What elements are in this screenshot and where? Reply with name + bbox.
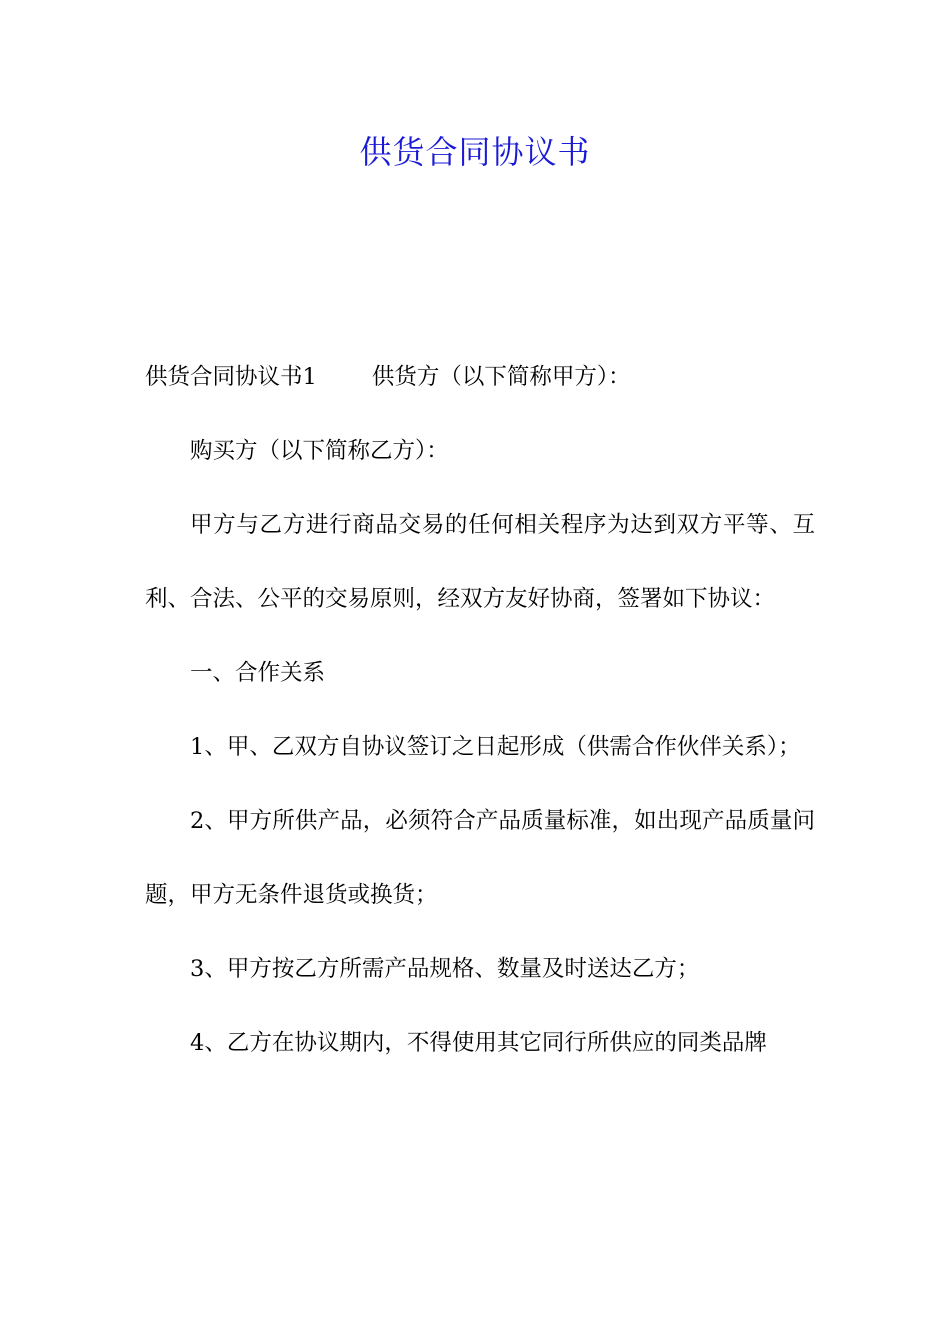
clause-4: 4、乙方在协议期内，不得使用其它同行所供应的同类品牌	[190, 1030, 767, 1056]
clause-3: 3、甲方按乙方所需产品规格、数量及时送达乙方；	[190, 956, 700, 982]
paragraph-opening	[145, 340, 815, 414]
section-heading-cooperation: 一、合作关系	[190, 660, 326, 686]
clause-2: 2、甲方所供产品，必须符合产品质量标准，如出现产品质量问题，甲方无条件退货或换货；	[145, 808, 815, 908]
clause-1: 1、甲、乙双方自协议签订之日起形成（供需合作伙伴关系）；	[190, 734, 801, 760]
document-body	[145, 340, 815, 1080]
document-title: 供货合同协议书	[359, 133, 591, 171]
supplier-line: 供货方（以下简称甲方）：	[371, 364, 631, 390]
paragraph-preamble: 甲方与乙方进行商品交易的任何相关程序为达到双方平等、互利、合法、公平的交易原则，经双方友好协商，签署如下协议：	[145, 512, 815, 612]
contract-heading: 供货合同协议书1	[145, 364, 317, 390]
paragraph-buyer: 购买方（以下简称乙方）：	[190, 438, 449, 464]
